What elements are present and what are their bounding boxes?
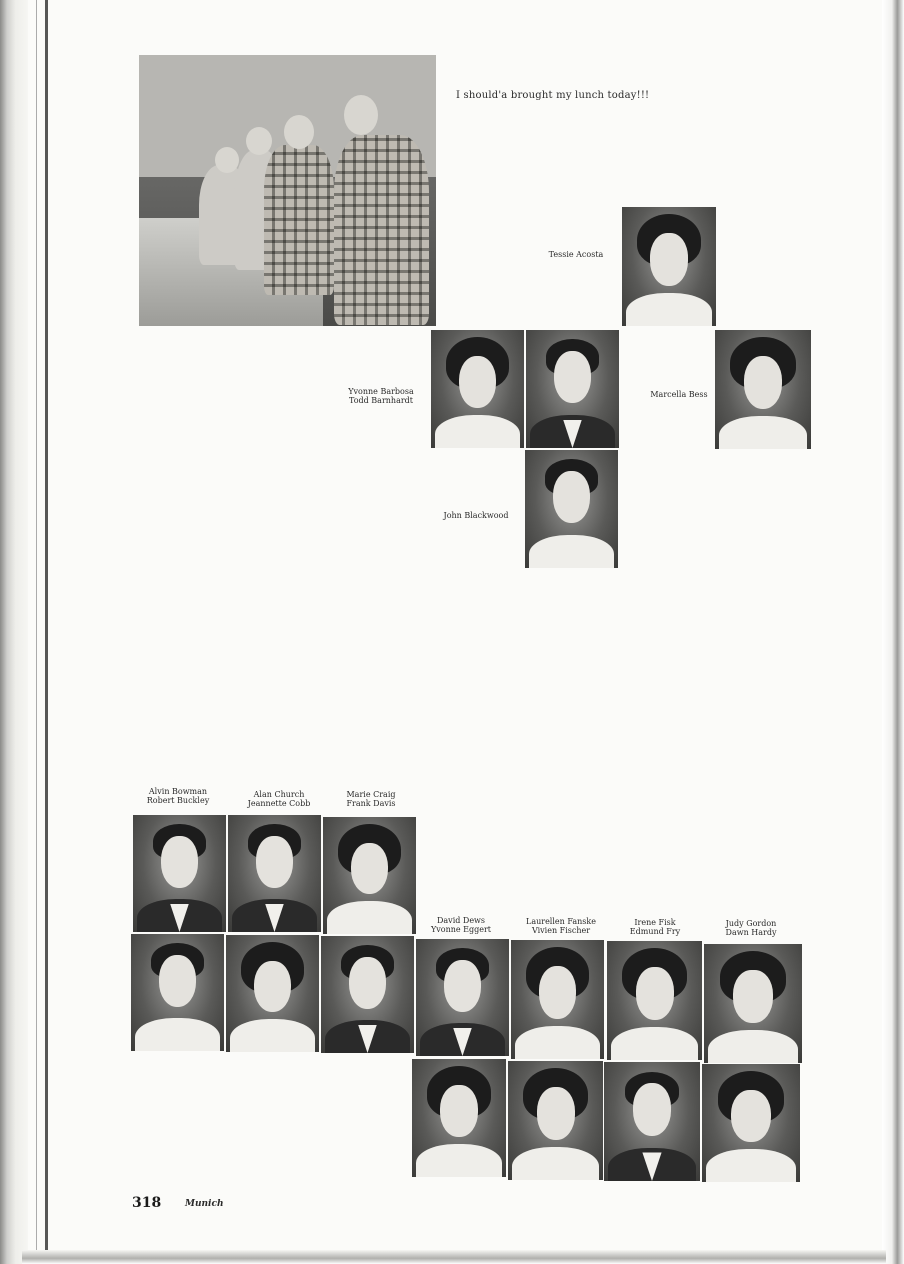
portrait-tessie-acosta <box>622 207 716 326</box>
portrait-david-dews <box>416 939 509 1056</box>
portrait-jeannette-cobb <box>226 935 319 1052</box>
name-label: Alan Church Jeannette Cobb <box>247 790 311 808</box>
binding-edge <box>45 0 48 1264</box>
portrait-john-blackwood <box>525 450 618 568</box>
name-label: Judy Gordon Dawn Hardy <box>725 919 777 937</box>
name-label: Irene Fisk Edmund Fry <box>629 918 681 936</box>
portrait-todd-barnhardt <box>526 330 619 448</box>
portrait-marie-craig <box>323 817 416 934</box>
name-label: Marie Craig Frank Davis <box>346 790 396 808</box>
book-binding <box>0 0 28 1264</box>
name-label: Alvin Bowman Robert Buckley <box>146 787 210 805</box>
name-label: Marcella Bess <box>650 390 708 399</box>
portrait-marcella-bess <box>715 330 811 449</box>
portrait-alvin-bowman <box>133 815 226 932</box>
portrait-yvonne-eggert <box>412 1059 506 1177</box>
portrait-yvonne-barbosa <box>431 330 524 448</box>
binding-edge <box>36 0 37 1264</box>
page-number: 318 <box>132 1195 162 1211</box>
portrait-edmund-fry <box>604 1062 700 1181</box>
cafeteria-photo <box>139 55 436 326</box>
school-name: Munich <box>185 1199 224 1209</box>
portrait-alan-church <box>228 815 321 932</box>
portrait-judy-gordon <box>704 944 802 1063</box>
portrait-dawn-hardy <box>702 1064 800 1182</box>
portrait-frank-davis <box>321 936 414 1053</box>
portrait-irene-fisk <box>607 941 702 1060</box>
portrait-robert-buckley <box>131 934 224 1051</box>
photo-caption: I should'a brought my lunch today!!! <box>456 90 650 101</box>
name-label: Laurellen Fanske Vivien Fischer <box>526 917 596 935</box>
name-label: Yvonne Barbosa Todd Barnhardt <box>348 387 414 405</box>
name-label: John Blackwood <box>443 511 509 520</box>
portrait-laurellen-fanske <box>511 940 604 1059</box>
portrait-vivien-fischer <box>508 1061 603 1180</box>
page-edge-right <box>882 0 904 1264</box>
name-label: Tessie Acosta <box>548 250 604 259</box>
name-label: David Dews Yvonne Eggert <box>430 916 492 934</box>
page-edge-bottom <box>22 1250 886 1264</box>
